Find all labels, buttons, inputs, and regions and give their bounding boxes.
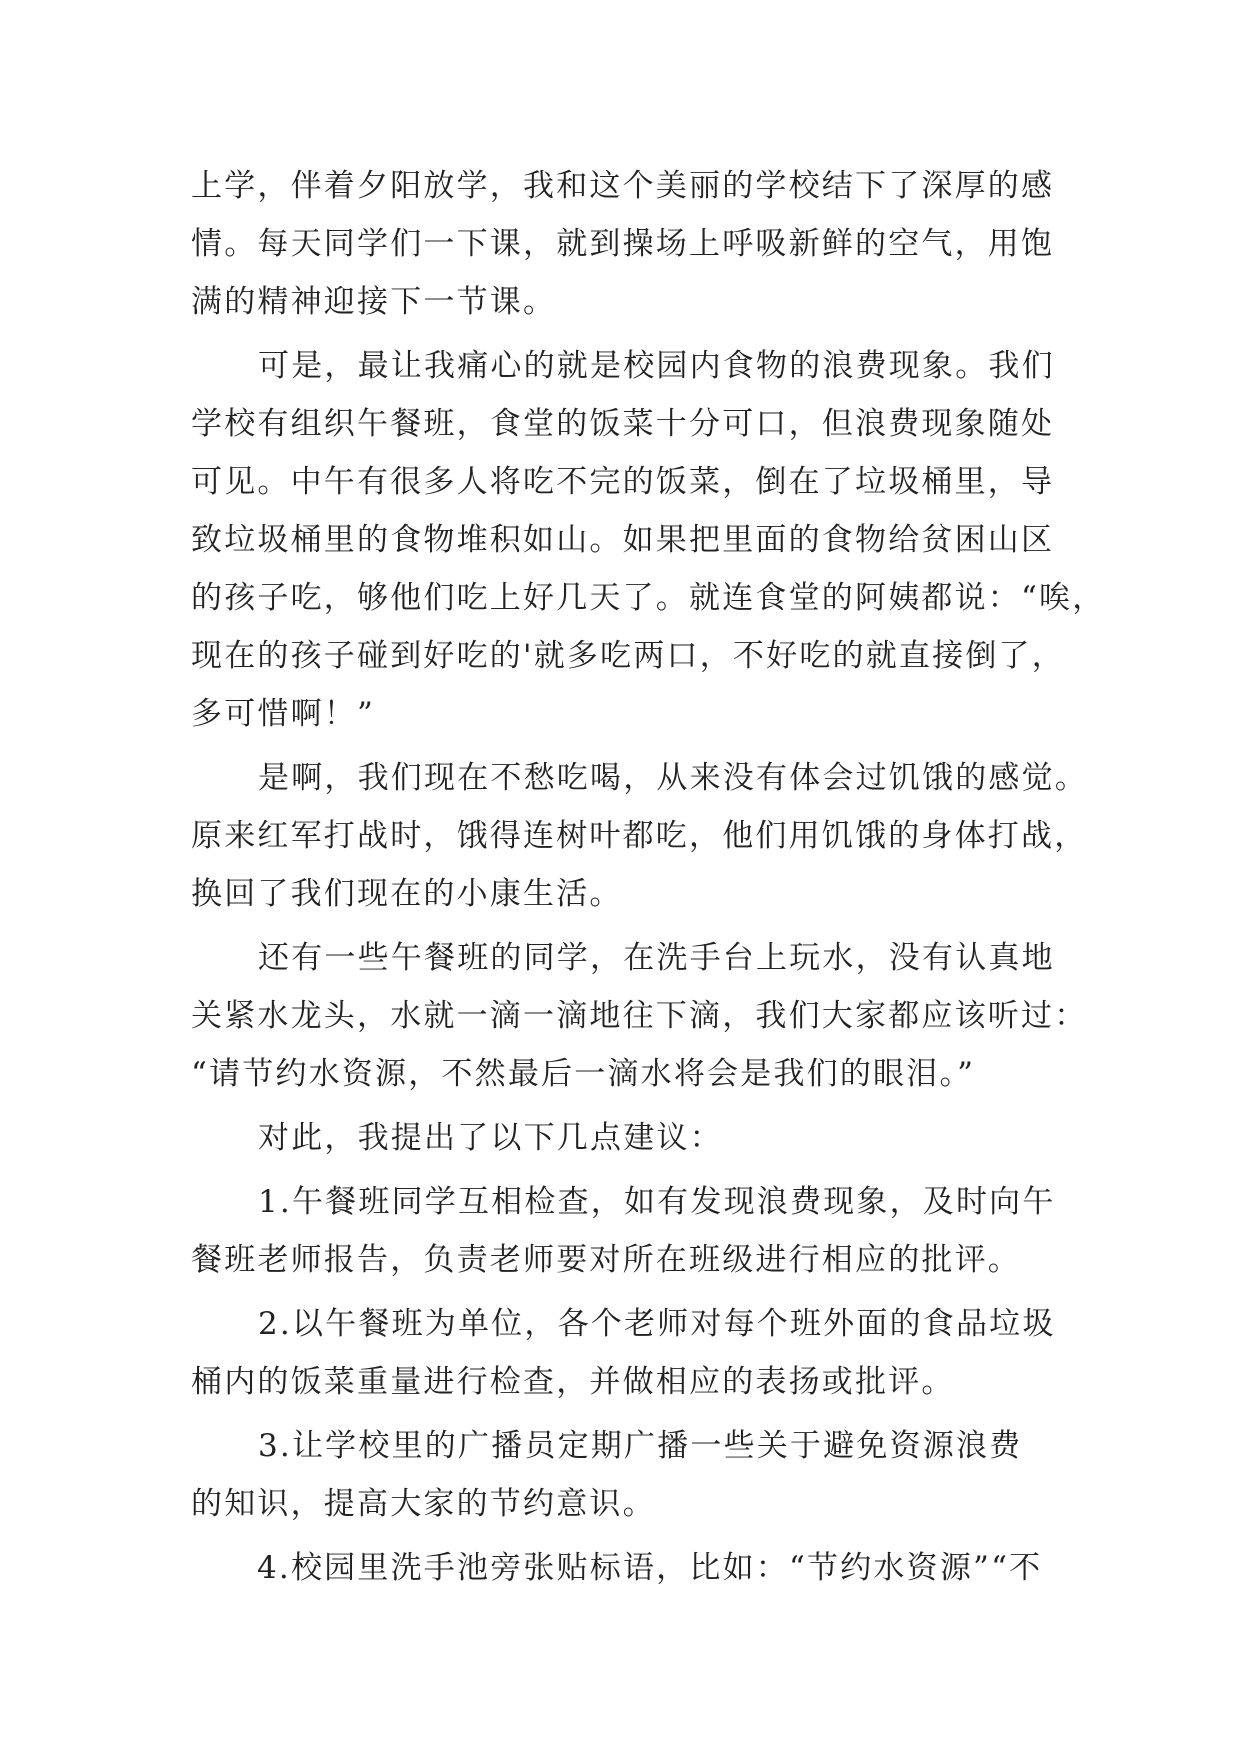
list-item-3-line-1: 3.让学校里的广播员定期广播一些关于避免资源浪费 bbox=[258, 1428, 1023, 1464]
text-line: 关紧水龙头，水就一滴一滴地往下滴，我们大家都应该听过： bbox=[191, 998, 1088, 1034]
text-line: 学校有组织午餐班，食堂的饭菜十分可口，但浪费现象随处 bbox=[191, 406, 1055, 442]
text-line: 的孩子吃，够他们吃上好几天了。就连食堂的阿姨都说：“唉， bbox=[191, 580, 1106, 616]
text-line: “请节约水资源，不然最后一滴水将会是我们的眼泪。” bbox=[191, 1056, 976, 1092]
text-line: 换回了我们现在的小康生活。 bbox=[191, 876, 623, 912]
text-line: 上学，伴着夕阳放学，我和这个美丽的学校结下了深厚的感 bbox=[191, 168, 1055, 204]
text-line: 可见。中午有很多人将吃不完的饭菜，倒在了垃圾桶里，导 bbox=[191, 464, 1055, 500]
text-line: 原来红军打战时，饿得连树叶都吃，他们用饥饿的身体打战， bbox=[191, 818, 1088, 854]
list-item-2-line-2: 桶内的饭菜重量进行检查，并做相应的表扬或批评。 bbox=[191, 1364, 955, 1400]
paragraph-first-line: 还有一些午餐班的同学，在洗手台上玩水，没有认真地 bbox=[258, 940, 1055, 976]
text-line: 致垃圾桶里的食物堆积如山。如果把里面的食物给贫困山区 bbox=[191, 522, 1055, 558]
list-item-1-line-1: 1.午餐班同学互相检查，如有发现浪费现象，及时向午 bbox=[258, 1184, 1056, 1220]
list-item-2-line-1: 2.以午餐班为单位，各个老师对每个班外面的食品垃圾 bbox=[258, 1306, 1056, 1342]
paragraph-first-line: 可是，最让我痛心的就是校园内食物的浪费现象。我们 bbox=[258, 348, 1055, 384]
text-line: 多可惜啊！” bbox=[191, 696, 376, 732]
list-item-4-line-1: 4.校园里洗手池旁张贴标语，比如：“节约水资源”“不 bbox=[257, 1550, 1043, 1586]
text-line: 情。每天同学们一下课，就到操场上呼吸新鲜的空气，用饱 bbox=[191, 226, 1055, 262]
text-line: 满的精神迎接下一节课。 bbox=[191, 284, 557, 320]
paragraph-first-line: 对此，我提出了以下几点建议： bbox=[258, 1120, 723, 1156]
list-item-3-line-2: 的知识，提高大家的节约意识。 bbox=[191, 1486, 656, 1522]
paragraph-first-line: 是啊，我们现在不愁吃喝，从来没有体会过饥饿的感觉。 bbox=[258, 760, 1088, 796]
text-line: 现在的孩子碰到好吃的'就多吃两口，不好吃的就直接倒了， bbox=[191, 638, 1065, 674]
list-item-1-line-2: 餐班老师报告，负责老师要对所在班级进行相应的批评。 bbox=[191, 1242, 1021, 1278]
